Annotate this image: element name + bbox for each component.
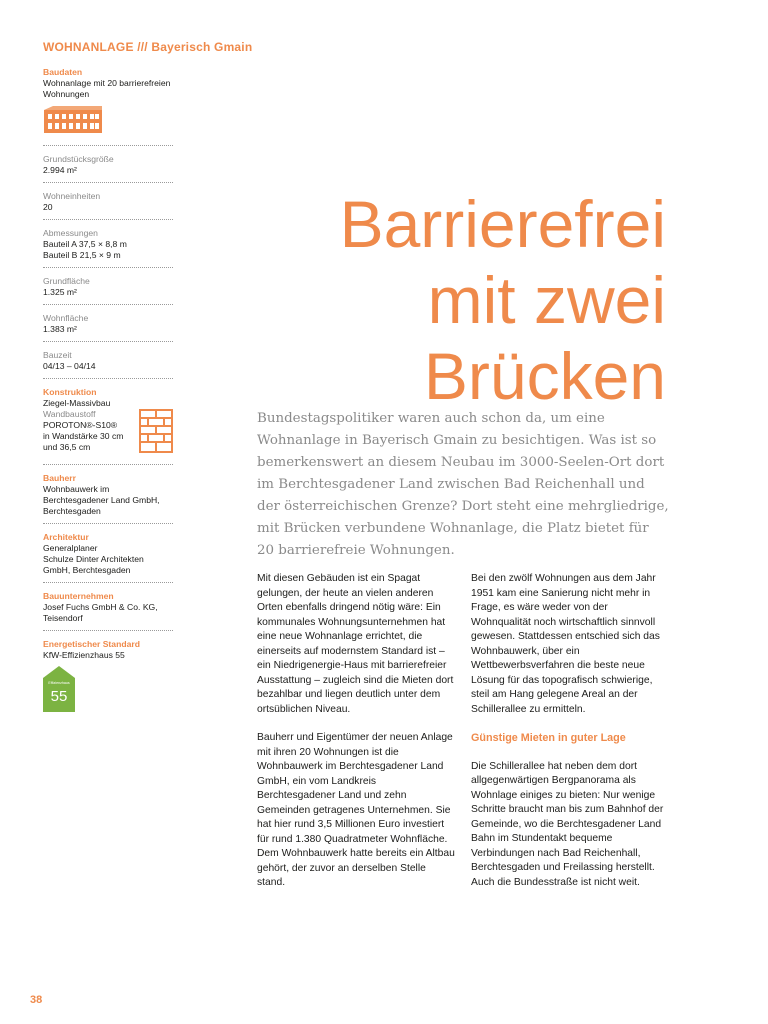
fact-label: Abmessungen <box>43 228 98 238</box>
fact-label: Baudaten <box>43 67 83 77</box>
fact-label: Konstruktion <box>43 387 97 397</box>
page-number: 38 <box>30 994 43 1006</box>
section-header: WOHNANLAGE /// Bayerisch Gmain <box>43 40 253 54</box>
fact-value: 1.325 m² <box>43 287 77 297</box>
kfw-badge-number: 55 <box>50 688 68 705</box>
fact-label: Bauherr <box>43 473 76 483</box>
fact-label: Bauzeit <box>43 350 72 360</box>
fact-label: Grundstücksgröße <box>43 154 114 164</box>
headline-line: Barrierefrei <box>339 187 666 261</box>
fact-value: Wohnanlage mit 20 barrierefreien Wohnungen <box>43 78 171 99</box>
headline <box>246 186 666 414</box>
body-column-1 <box>257 572 455 905</box>
fact-label: Wohneinheiten <box>43 191 101 201</box>
wandbaustoff-row <box>43 409 173 458</box>
fact-bauunternehmen <box>43 590 173 631</box>
fact-value: KfW-Effizienzhaus 55 <box>43 650 125 660</box>
fact-value: 20 <box>43 202 53 212</box>
fact-value: Wohnbauwerk im Berchtesgadener Land GmbH, Berchtesgaden <box>43 484 160 516</box>
fact-grundflaeche <box>43 275 173 305</box>
fact-sub-label: Wandbaustoff <box>43 409 96 419</box>
fact-sub-value: POROTON®-S10® in Wandstärke 30 cm und 36,5 cm <box>43 420 124 452</box>
fact-value: Bauteil A 37,5 × 8,8 m <box>43 239 127 249</box>
fact-architektur <box>43 531 173 583</box>
body-column-2 <box>471 572 669 904</box>
fact-value: Bauteil B 21,5 × 9 m <box>43 250 121 260</box>
body-paragraph: Mit diesen Gebäuden ist ein Spagat gelungen, der heute an vielen anderen Orten ebenfalls dringend nötig wäre: Ein kommunales Wohnungsunternehmen hat eine neue Wohnanlage errichtet, die einerseits auf modernstem Standard ist – ein Niedrigenergie-Haus mit barrierefreier Ausstattung – zugleich sind die Mieten dort bezahlbar und liegen deutlich unter dem ortsüblichen Niveau. <box>257 573 454 715</box>
fact-value: Josef Fuchs GmbH & Co. KG, Teisendorf <box>43 602 158 623</box>
body-paragraph: Bei den zwölf Wohnungen aus dem Jahr 1951 kam eine Sanierung nicht mehr in Frage, es wäre weder von der Wohnqualität noch wirtschaftlich sinnvoll gewesen. Stattdessen entschied sich das Wohnbauwerk, über ein Wettbewerbsverfahren die beste neue Lösung für das topografisch schwierige, steil am Hang gelegene Areal an der Schillerallee zu ermitteln. <box>471 573 660 715</box>
body-paragraph: Bauherr und Eigentümer der neuen Anlage mit ihren 20 Wohnungen ist die Wohnbauwerk im Berchtesgadener Land GmbH, ein vom Landkreis Berchtesgadener Land und zehn Gemeinden getragenes Unternehmen. Sie hat hier rund 3,5 Millionen Euro investiert für rund 1.380 Quadratmeter Wohnfläche. Dem Wohnbauwerk hatte bereits ein Altbau gehört, der zuvor an derselben Stelle stand. <box>257 732 455 888</box>
headline-line: mit zwei <box>427 263 666 337</box>
brick-wall-icon <box>139 409 173 458</box>
fact-sidebar <box>43 66 173 712</box>
subheading: Günstige Mieten in guter Lage <box>471 732 626 744</box>
fact-value: Schulze Dinter Architekten GmbH, Berchtesgaden <box>43 554 144 575</box>
fact-bauzeit <box>43 349 173 379</box>
fact-label: Grundfläche <box>43 276 90 286</box>
lead-paragraph: Bundestagspolitiker waren auch schon da, um eine Wohnanlage in Bayerisch Gmain zu besichtigen. Was ist so bemerkenswert an diesem Neubau im 3000-Seelen-Ort dort im Berchtesgadener Land zwischen Bad Reichenhall und der österreichischen Grenze? Dort steht eine mehrgliedrige, mit Brücken verbundene Wohnanlage, die Platz bietet für 20 barrierefreie Wohnungen. <box>257 411 669 558</box>
fact-label: Energetischer Standard <box>43 639 140 649</box>
fact-wohnflaeche <box>43 312 173 342</box>
kfw-house-badge-icon <box>43 666 75 712</box>
headline-line: Brücken <box>423 339 666 413</box>
fact-label: Bauunternehmen <box>43 591 114 601</box>
fact-bauherr <box>43 472 173 524</box>
fact-label: Wohnfläche <box>43 313 89 323</box>
fact-value: 04/13 – 04/14 <box>43 361 96 371</box>
fact-value: Generalplaner <box>43 543 98 553</box>
building-icon <box>43 106 173 139</box>
fact-label: Architektur <box>43 532 89 542</box>
fact-value: 2.994 m² <box>43 165 77 175</box>
fact-abmessungen <box>43 227 173 268</box>
kfw-badge-small-text: Effizienzhaus <box>48 681 70 685</box>
fact-wohneinheiten <box>43 190 173 220</box>
body-paragraph: Die Schillerallee hat neben dem dort allgegenwärtigen Bergpanorama als Wohnlage einiges zu bieten: Nur wenige Schritte braucht man bis zum Bahnhof der Gemeinde, wo die Berchtesgadener Land Bahn im Stundentakt bequeme Verbindungen nach Bad Reichenhall, Berchtesgaden und Freilassing herstellt. Auch die Bundesstraße ist nicht weit. <box>471 760 664 888</box>
wandbaustoff-text <box>43 409 125 453</box>
fact-value: 1.383 m² <box>43 324 77 334</box>
fact-baudaten <box>43 66 173 146</box>
fact-konstruktion <box>43 386 173 465</box>
fact-value: Ziegel-Massivbau <box>43 398 111 408</box>
fact-energetischer-standard <box>43 638 173 712</box>
fact-grundstuecksgroesse <box>43 153 173 183</box>
